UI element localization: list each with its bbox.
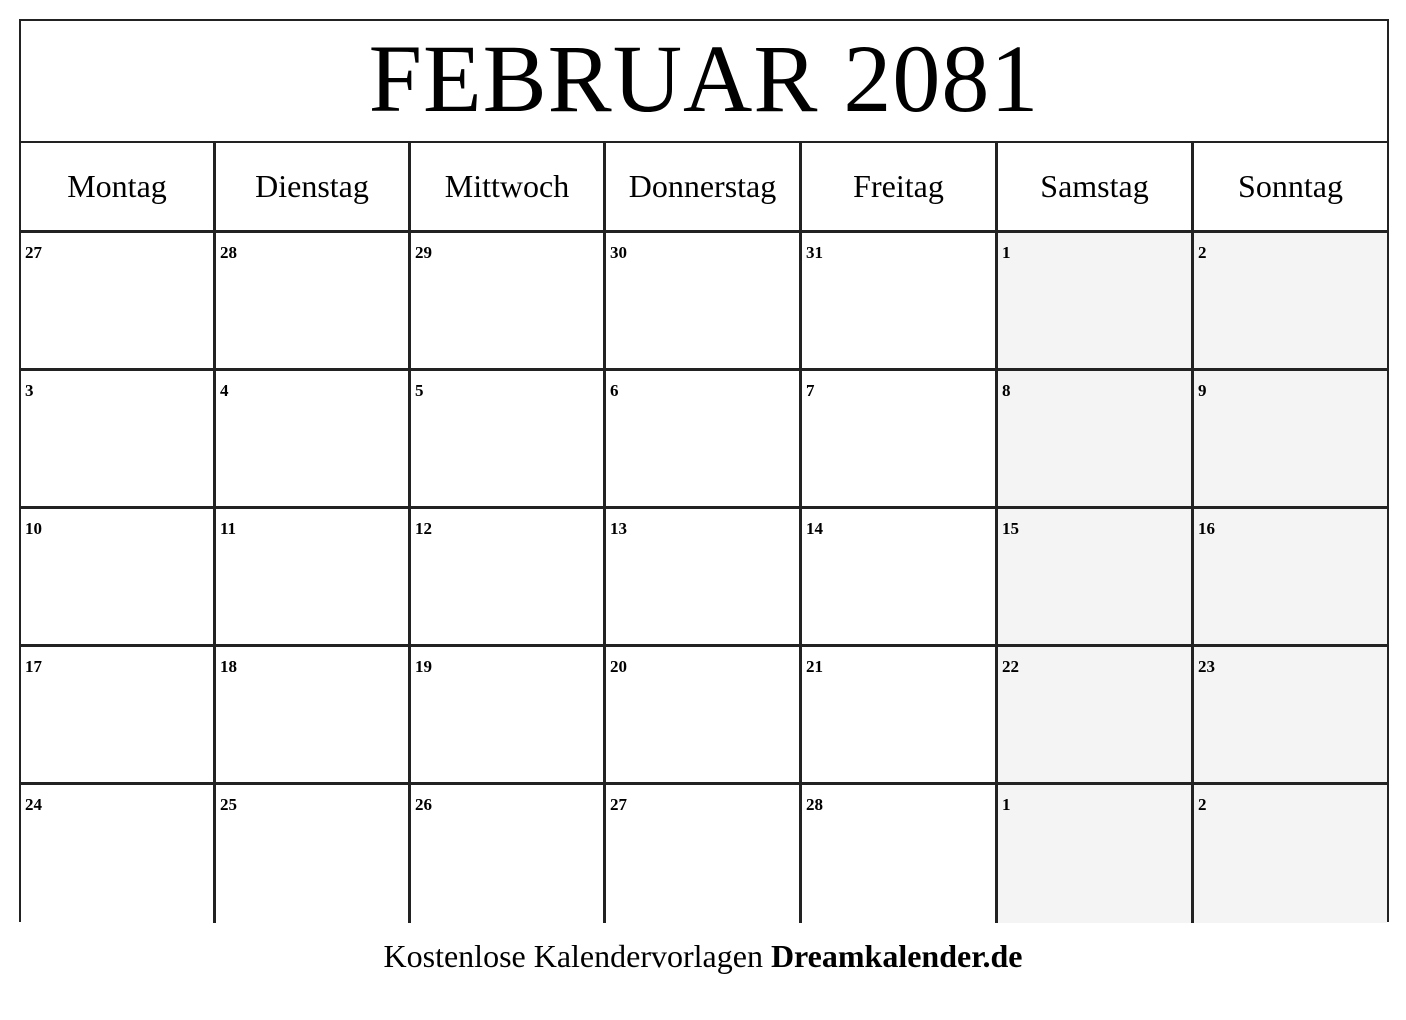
day-number: 10 <box>25 519 42 538</box>
day-number: 7 <box>806 381 815 400</box>
day-cell[interactable] <box>411 233 606 371</box>
day-number: 13 <box>610 519 627 538</box>
day-cell[interactable] <box>802 647 998 785</box>
footer <box>0 938 1406 975</box>
weekend-day-cell[interactable] <box>998 785 1194 923</box>
day-cell[interactable] <box>606 647 802 785</box>
weekday-monday: Montag <box>21 143 216 233</box>
day-number: 18 <box>220 657 237 676</box>
weekday-header-row <box>21 143 1387 233</box>
day-cell[interactable] <box>411 371 606 509</box>
day-cell[interactable] <box>21 509 216 647</box>
weekday-tuesday: Dienstag <box>216 143 411 233</box>
day-number: 20 <box>610 657 627 676</box>
day-number: 1 <box>1002 795 1011 814</box>
weekend-day-cell[interactable] <box>1194 371 1387 509</box>
weekend-day-cell[interactable] <box>998 371 1194 509</box>
day-number: 9 <box>1198 381 1207 400</box>
weekend-day-cell[interactable] <box>998 509 1194 647</box>
day-number: 19 <box>415 657 432 676</box>
day-cell[interactable] <box>21 233 216 371</box>
day-number: 30 <box>610 243 627 262</box>
title-bar <box>21 21 1387 143</box>
day-cell[interactable] <box>802 509 998 647</box>
day-number: 25 <box>220 795 237 814</box>
day-number: 2 <box>1198 243 1207 262</box>
day-number: 16 <box>1198 519 1215 538</box>
day-cell[interactable] <box>21 647 216 785</box>
day-cell[interactable] <box>606 509 802 647</box>
day-cell[interactable] <box>21 371 216 509</box>
day-number: 27 <box>25 243 42 262</box>
day-number: 31 <box>806 243 823 262</box>
day-cell[interactable] <box>802 233 998 371</box>
day-number: 6 <box>610 381 619 400</box>
weekend-day-cell[interactable] <box>1194 647 1387 785</box>
day-cell[interactable] <box>216 785 411 923</box>
footer-brand-link[interactable]: Dreamkalender.de <box>770 938 1023 974</box>
day-number: 28 <box>806 795 823 814</box>
day-number: 29 <box>415 243 432 262</box>
weekend-day-cell[interactable] <box>998 233 1194 371</box>
day-cell[interactable] <box>216 509 411 647</box>
day-number: 26 <box>415 795 432 814</box>
weekend-day-cell[interactable] <box>998 647 1194 785</box>
calendar <box>19 19 1389 922</box>
weekend-day-cell[interactable] <box>1194 509 1387 647</box>
day-number: 27 <box>610 795 627 814</box>
day-number: 12 <box>415 519 432 538</box>
day-number: 11 <box>220 519 237 538</box>
day-number: 3 <box>25 381 34 400</box>
day-cell[interactable] <box>606 233 802 371</box>
day-cell[interactable] <box>606 371 802 509</box>
day-number: 15 <box>1002 519 1019 538</box>
footer-text: Kostenlose Kalendervorlagen <box>383 938 763 974</box>
weekday-friday: Freitag <box>802 143 998 233</box>
day-cell[interactable] <box>411 785 606 923</box>
day-number: 28 <box>220 243 237 262</box>
day-cell[interactable] <box>802 785 998 923</box>
day-cell[interactable] <box>411 509 606 647</box>
day-cell[interactable] <box>216 371 411 509</box>
day-number: 1 <box>1002 243 1011 262</box>
day-number: 24 <box>25 795 42 814</box>
day-cell[interactable] <box>802 371 998 509</box>
day-number: 4 <box>220 381 229 400</box>
day-number: 21 <box>806 657 823 676</box>
weekend-day-cell[interactable] <box>1194 785 1387 923</box>
weekday-sunday: Sonntag <box>1194 143 1387 233</box>
weekday-thursday: Donnerstag <box>606 143 802 233</box>
calendar-title: FEBRUAR 2081 <box>368 25 1040 132</box>
week-row-1 <box>21 233 1387 371</box>
weekend-day-cell[interactable] <box>1194 233 1387 371</box>
weekday-wednesday: Mittwoch <box>411 143 606 233</box>
day-number: 14 <box>806 519 823 538</box>
day-number: 17 <box>25 657 42 676</box>
day-cell[interactable] <box>606 785 802 923</box>
week-row-4 <box>21 647 1387 785</box>
day-number: 5 <box>415 381 424 400</box>
day-cell[interactable] <box>216 233 411 371</box>
weekday-saturday: Samstag <box>998 143 1194 233</box>
day-number: 2 <box>1198 795 1207 814</box>
day-cell[interactable] <box>411 647 606 785</box>
day-cell[interactable] <box>21 785 216 923</box>
day-cell[interactable] <box>216 647 411 785</box>
week-row-5 <box>21 785 1387 923</box>
day-number: 23 <box>1198 657 1215 676</box>
day-number: 22 <box>1002 657 1019 676</box>
week-row-2 <box>21 371 1387 509</box>
calendar-grid <box>21 143 1387 920</box>
day-number: 8 <box>1002 381 1011 400</box>
week-row-3 <box>21 509 1387 647</box>
